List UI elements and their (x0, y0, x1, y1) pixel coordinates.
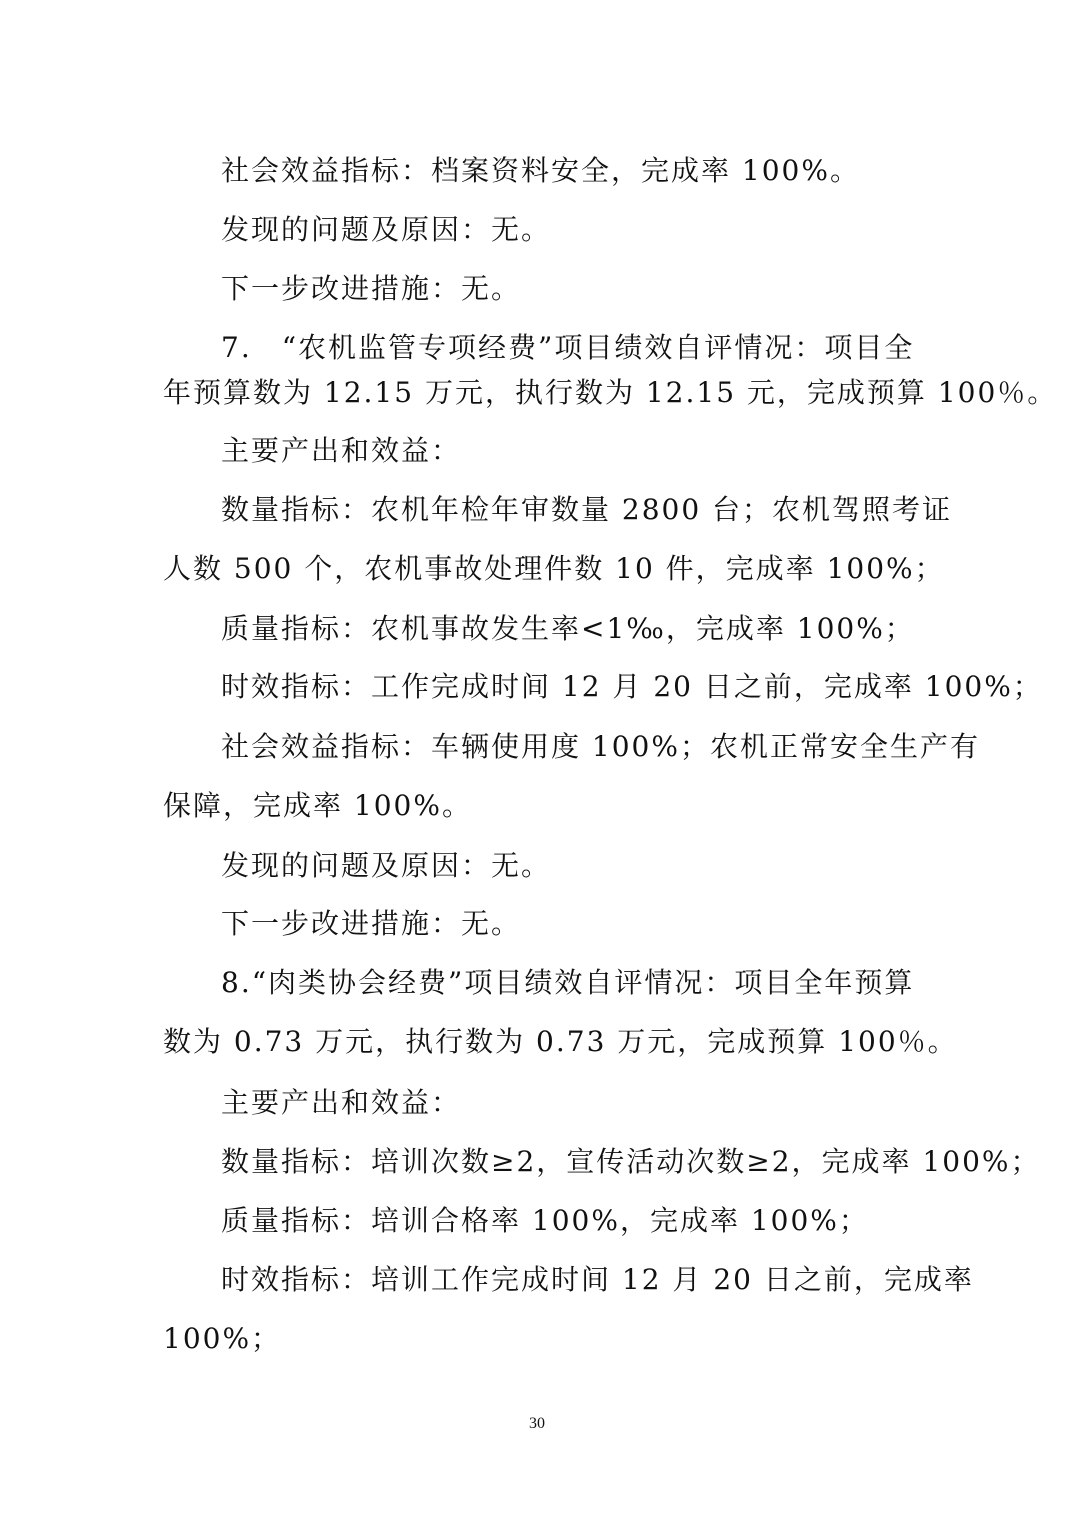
text-line-main-output-2: 主要产出和效益： (221, 1086, 462, 1119)
text-line-timeliness-indicator-1: 时效指标：工作完成时间 12 月 20 日之前，完成率 100%； (221, 670, 1043, 703)
page-number: 30 (529, 1415, 545, 1432)
text-line-item-7-budget: 年预算数为 12.15 万元，执行数为 12.15 元，完成预算 100％。 (163, 376, 1058, 409)
text-line-improvement-none-2: 下一步改进措施：无。 (221, 907, 522, 940)
text-line-social-benefit-vehicle-cont: 保障，完成率 100%。 (163, 789, 472, 822)
text-line-problems-none-2: 发现的问题及原因：无。 (221, 849, 552, 882)
text-line-item-8-heading: 8.“肉类协会经费”项目绩效自评情况：项目全年预算 (221, 966, 915, 999)
text-line-quantity-indicator-1: 数量指标：农机年检年审数量 2800 台；农机驾照考证 (221, 493, 953, 526)
text-line-quantity-indicator-1-cont: 人数 500 个，农机事故处理件数 10 件，完成率 100%； (163, 552, 945, 585)
text-line-item-8-budget: 数为 0.73 万元，执行数为 0.73 万元，完成预算 100％。 (163, 1025, 958, 1058)
text-line-timeliness-indicator-2-cont: 100%； (163, 1322, 282, 1355)
text-line-social-benefit-archive: 社会效益指标：档案资料安全，完成率 100%。 (221, 154, 860, 187)
text-line-improvement-none-1: 下一步改进措施：无。 (221, 272, 522, 305)
text-line-item-7-heading: 7. “农机监管专项经费”项目绩效自评情况：项目全 (221, 331, 915, 364)
text-line-timeliness-indicator-2: 时效指标：培训工作完成时间 12 月 20 日之前，完成率 (221, 1263, 974, 1296)
text-line-social-benefit-vehicle: 社会效益指标：车辆使用度 100%；农机正常安全生产有 (221, 730, 980, 763)
text-line-quality-indicator-1: 质量指标：农机事故发生率<1‰，完成率 100%； (221, 612, 915, 645)
text-line-quantity-indicator-2: 数量指标：培训次数≥2，宣传活动次数≥2，完成率 100%； (221, 1145, 1041, 1178)
text-line-quality-indicator-2: 质量指标：培训合格率 100%，完成率 100%； (221, 1204, 869, 1237)
text-line-problems-none-1: 发现的问题及原因：无。 (221, 213, 552, 246)
text-line-main-output-1: 主要产出和效益： (221, 434, 462, 467)
